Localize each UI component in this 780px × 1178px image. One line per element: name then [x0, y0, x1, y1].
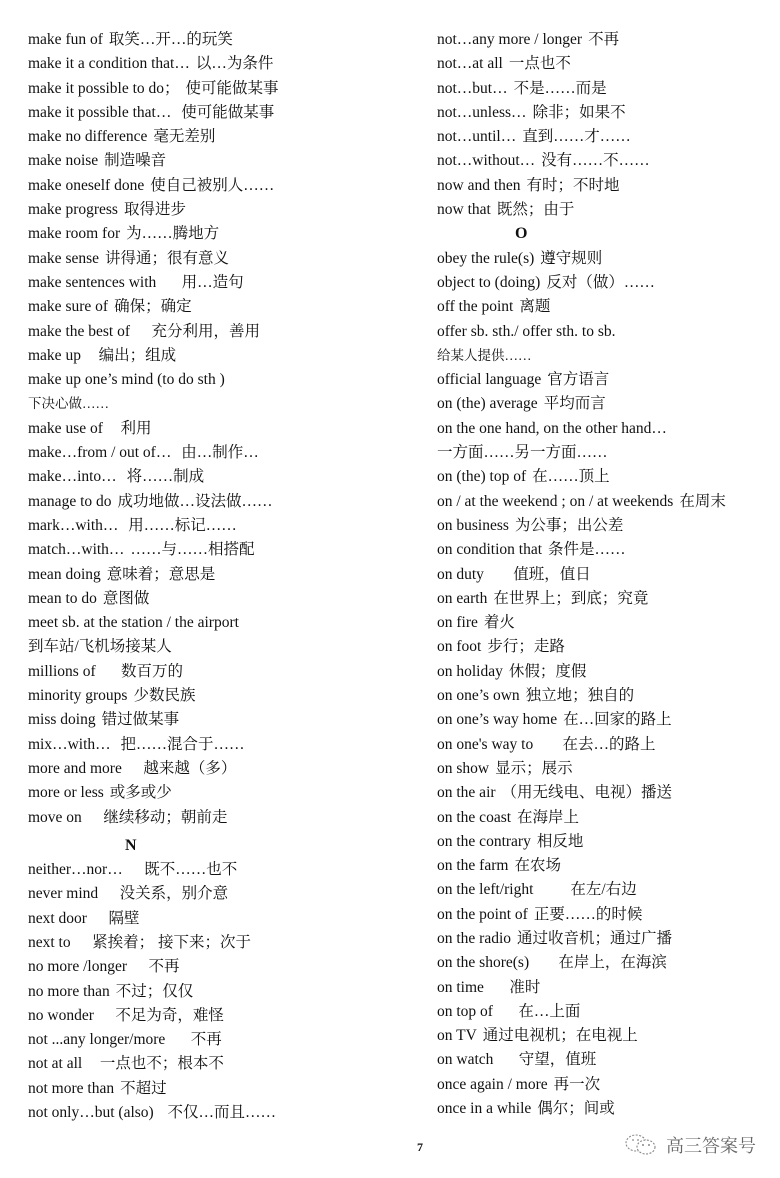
- phrase-entry: [28, 757, 418, 781]
- phrase-english: on show: [437, 759, 490, 777]
- phrase-chinese: 条件是……: [548, 541, 626, 559]
- phrase-entry: [437, 757, 780, 781]
- phrase-chinese: 数百万的: [101, 662, 183, 680]
- phrase-entry: [437, 441, 780, 465]
- phrase-entry: [437, 781, 780, 805]
- phrase-entry: [28, 781, 418, 805]
- phrase-chinese: 守望，值班: [499, 1051, 597, 1069]
- phrase-chinese: 编出；组成: [86, 346, 177, 364]
- phrase-english: more and more: [28, 759, 122, 777]
- phrase-english: not…but…: [437, 79, 508, 97]
- phrase-entry: [28, 1077, 418, 1101]
- phrase-english: not at all: [28, 1055, 83, 1073]
- phrase-entry: [28, 101, 418, 125]
- phrase-entry: [28, 538, 418, 562]
- phrase-chinese: 有时；不时地: [526, 176, 620, 194]
- phrase-english: on watch: [437, 1051, 494, 1069]
- phrase-entry: [28, 77, 418, 101]
- phrase-entry: [28, 417, 418, 441]
- phrase-chinese: 在…上面: [498, 1002, 581, 1020]
- phrase-chinese: 到车站/飞机场接某人: [28, 638, 172, 656]
- phrase-english: now and then: [437, 176, 521, 194]
- phrase-entry: [28, 198, 418, 222]
- phrase-entry: [28, 441, 418, 465]
- phrase-entry: [28, 708, 418, 732]
- phrase-entry: [437, 1097, 780, 1121]
- phrase-chinese: 利用: [108, 419, 152, 437]
- phrase-english: on the point of: [437, 905, 528, 923]
- phrase-english: on the farm: [437, 857, 509, 875]
- phrase-entry: [28, 174, 418, 198]
- phrase-english: no more /longer: [28, 958, 128, 976]
- phrase-chinese: 既不……也不: [128, 861, 238, 879]
- phrase-chinese: 用……标记……: [124, 516, 237, 534]
- phrase-english: on fire: [437, 614, 478, 632]
- phrase-entry: [437, 733, 780, 757]
- phrase-english: not…without…: [437, 152, 536, 170]
- phrase-chinese: 休假；度假: [508, 662, 587, 680]
- phrase-entry: [437, 271, 780, 295]
- phrase-english: no wonder: [28, 1006, 94, 1024]
- phrase-english: on the air: [437, 784, 496, 802]
- phrase-entry: [28, 1052, 418, 1076]
- phrase-english: on (the) top of: [437, 468, 527, 486]
- phrase-english: not…unless…: [437, 103, 527, 121]
- phrase-entry: [28, 931, 418, 955]
- phrase-chinese: 使可能做某事: [177, 103, 275, 121]
- phrase-english: off the point: [437, 298, 514, 316]
- phrase-entry: [437, 198, 780, 222]
- phrase-english: make noise: [28, 152, 99, 170]
- watermark-text: 高三答案号: [666, 1136, 756, 1157]
- phrase-entry: [28, 125, 418, 149]
- phrase-english: make…into…: [28, 468, 117, 486]
- phrase-chinese: 在农场: [514, 857, 561, 875]
- phrase-english: not…at all: [437, 55, 503, 73]
- phrase-chinese: 不再: [133, 958, 180, 976]
- phrase-entry: [437, 538, 780, 562]
- phrase-chinese: 一点也不；根本不: [88, 1055, 224, 1073]
- phrase-english: make it possible to do；: [28, 79, 180, 97]
- phrase-chinese: 偶尔；间或: [537, 1100, 615, 1118]
- phrase-english: next door: [28, 909, 87, 927]
- right-column: [437, 28, 780, 1121]
- phrase-entry: [437, 684, 780, 708]
- phrase-chinese: 遵守规则: [540, 249, 603, 267]
- phrase-english: once in a while: [437, 1100, 532, 1118]
- phrase-english: make sure of: [28, 298, 109, 316]
- phrase-entry: [437, 490, 780, 514]
- phrase-entry: [437, 174, 780, 198]
- phrase-chinese: 通过收音机；通过广播: [517, 929, 673, 947]
- phrase-chinese: 意图做: [102, 589, 150, 607]
- phrase-entry: [437, 149, 780, 173]
- phrase-english: on holiday: [437, 662, 503, 680]
- phrase-chinese: 在世界上；到底；究竟: [493, 589, 649, 607]
- phrase-english: not…until…: [437, 128, 517, 146]
- phrase-chinese: 通过电视机；在电视上: [482, 1027, 638, 1045]
- phrase-entry: [437, 635, 780, 659]
- phrase-entry: [28, 149, 418, 173]
- phrase-entry: [437, 320, 780, 344]
- phrase-english: make progress: [28, 201, 118, 219]
- phrase-english: on one’s own: [437, 687, 520, 705]
- phrase-chinese: 意味着；意思是: [106, 565, 216, 583]
- phrase-entry: [437, 563, 780, 587]
- phrase-english: miss doing: [28, 711, 96, 729]
- phrase-english: on foot: [437, 638, 482, 656]
- phrase-english: make oneself done: [28, 176, 145, 194]
- phrase-entry: [28, 320, 418, 344]
- phrase-entry: [437, 903, 780, 927]
- phrase-english: on the contrary: [437, 832, 531, 850]
- phrase-english: never mind: [28, 885, 99, 903]
- phrase-english: on TV: [437, 1027, 477, 1045]
- phrase-chinese: 不过；仅仅: [115, 982, 194, 1000]
- phrase-entry: [28, 907, 418, 931]
- phrase-chinese: 在…回家的路上: [563, 711, 672, 729]
- phrase-entry: [437, 1048, 780, 1072]
- phrase-entry: [28, 955, 418, 979]
- phrase-english: not…any more / longer: [437, 31, 583, 48]
- phrase-chinese: 取得进步: [123, 201, 186, 219]
- phrase-english: once again / more: [437, 1075, 548, 1093]
- phrase-entry: [28, 247, 418, 271]
- phrase-entry: [28, 733, 418, 757]
- phrase-chinese: 再一次: [553, 1075, 601, 1093]
- phrase-entry: [437, 976, 780, 1000]
- phrase-english: mix…with…: [28, 735, 111, 753]
- phrase-english: match…with…: [28, 541, 125, 559]
- phrase-chinese: 毫无差别: [153, 128, 216, 146]
- phrase-english: make the best of: [28, 322, 131, 340]
- phrase-entry: [437, 77, 780, 101]
- phrase-chinese: 以…为条件: [195, 55, 274, 73]
- phrase-chinese: 值班，值日: [489, 565, 591, 583]
- phrase-chinese: 不超过: [120, 1079, 167, 1097]
- phrase-chinese: 步行；走路: [487, 638, 565, 656]
- phrase-entry: [28, 52, 418, 76]
- phrase-entry: [437, 927, 780, 951]
- phrase-english: next to: [28, 933, 71, 951]
- phrase-chinese: 由…制作…: [177, 444, 259, 462]
- phrase-english: official language: [437, 371, 542, 389]
- phrase-chinese: 错过做某事: [101, 711, 180, 729]
- phrase-entry: [28, 611, 418, 635]
- phrase-english: mean to do: [28, 589, 97, 607]
- phrase-chinese: 不再: [588, 31, 620, 48]
- phrase-english: make up: [28, 346, 81, 364]
- phrase-english: object to (doing): [437, 273, 541, 291]
- phrase-entry: [437, 295, 780, 319]
- phrase-entry: [437, 28, 780, 52]
- phrase-chinese: 将……制成: [122, 468, 205, 486]
- phrase-entry: [437, 368, 780, 392]
- phrase-entry: [437, 854, 780, 878]
- phrase-english: make sense: [28, 249, 100, 267]
- phrase-chinese: 成功地做…设法做……: [117, 492, 273, 510]
- phrase-entry: [28, 392, 418, 416]
- phrase-english: make it a condition that…: [28, 55, 190, 73]
- phrase-chinese: 离题: [519, 298, 551, 316]
- phrase-english: neither…nor…: [28, 861, 123, 879]
- phrase-entry: [28, 1028, 418, 1052]
- phrase-chinese: 继续移动；朝前走: [87, 808, 228, 826]
- phrase-english: on the shore(s): [437, 954, 530, 972]
- phrase-english: millions of: [28, 662, 96, 680]
- phrase-entry: [28, 1101, 418, 1125]
- phrase-chinese: 在左/右边: [539, 881, 637, 899]
- phrase-entry: [437, 830, 780, 854]
- phrase-entry: [437, 344, 780, 368]
- phrase-entry: [437, 951, 780, 975]
- phrase-entry: [28, 222, 418, 246]
- phrase-chinese: 把……混合于……: [116, 735, 245, 753]
- phrase-chinese: 使自己被别人……: [150, 176, 275, 194]
- phrase-english: not more than: [28, 1079, 115, 1097]
- phrase-chinese: （用无线电、电视）播送: [501, 784, 673, 802]
- phrase-entry: [437, 392, 780, 416]
- phrase-english: make fun of: [28, 31, 103, 48]
- phrase-entry: [28, 882, 418, 906]
- phrase-entry: [437, 660, 780, 684]
- phrase-entry: [437, 247, 780, 271]
- phrase-entry: [437, 417, 780, 441]
- phrase-entry: [28, 490, 418, 514]
- phrase-entry: [28, 980, 418, 1004]
- phrase-chinese: 少数民族: [133, 687, 196, 705]
- phrase-english: on the one hand, on the other hand…: [437, 419, 667, 437]
- phrase-english: on one's way to: [437, 735, 534, 753]
- phrase-chinese: 不足为奇，难怪: [99, 1006, 224, 1024]
- phrase-entry: [28, 587, 418, 611]
- phrase-entry: [28, 465, 418, 489]
- phrase-chinese: 直到……才……: [522, 128, 631, 146]
- phrase-entry: [28, 295, 418, 319]
- phrase-entry: [437, 514, 780, 538]
- phrase-chinese: 在海岸上: [517, 808, 580, 826]
- phrase-english: now that: [437, 201, 491, 219]
- phrase-english: on business: [437, 516, 509, 534]
- phrase-chinese: 或多或少: [109, 784, 172, 802]
- phrase-english: on time: [437, 978, 484, 996]
- phrase-entry: [28, 635, 418, 659]
- page-number: 7: [417, 1140, 423, 1154]
- phrase-chinese: 越来越（多）: [127, 759, 237, 777]
- phrase-entry: [437, 611, 780, 635]
- phrase-english: on / at the weekend ; on / at weekends: [437, 492, 674, 510]
- phrase-english: offer sb. sth./ offer sth. to sb.: [437, 322, 616, 340]
- phrase-chinese: 正要……的时候: [533, 905, 643, 923]
- left-column: [28, 28, 418, 1125]
- phrase-chinese: 官方语言: [547, 371, 610, 389]
- phrase-entry: [28, 271, 418, 295]
- phrase-chinese: 在去…的路上: [539, 735, 656, 753]
- phrase-chinese: 充分利用，善用: [136, 322, 261, 340]
- phrase-chinese: 紧挨着； 接下来；次于: [76, 933, 252, 951]
- phrase-chinese: 准时: [489, 978, 541, 996]
- phrase-english: not only…but (also): [28, 1104, 154, 1122]
- phrase-chinese: 确保；确定: [114, 298, 192, 316]
- phrase-entry: [28, 514, 418, 538]
- phrase-chinese: 着火: [483, 614, 515, 632]
- phrase-entry: [28, 368, 418, 392]
- phrase-english: on one’s way home: [437, 711, 558, 729]
- phrase-english: on (the) average: [437, 395, 538, 413]
- phrase-entry: [28, 344, 418, 368]
- phrase-english: make up one’s mind (to do sth ): [28, 371, 225, 389]
- phrase-entry: [437, 125, 780, 149]
- phrase-chinese: 一方面……另一方面……: [437, 444, 608, 462]
- phrase-chinese: 制造噪音: [104, 152, 167, 170]
- phrase-entry: [437, 101, 780, 125]
- phrase-chinese: 除非；如果不: [532, 103, 626, 121]
- phrase-chinese: 在……顶上: [532, 468, 610, 486]
- phrase-chinese: 取笑…开…的玩笑: [108, 31, 233, 48]
- phrase-entry: [28, 806, 418, 830]
- phrase-entry: [437, 708, 780, 732]
- phrase-english: on top of: [437, 1002, 493, 1020]
- phrase-chinese: 没有……不……: [541, 152, 650, 170]
- phrase-english: make no difference: [28, 128, 148, 146]
- phrase-english: move on: [28, 808, 82, 826]
- phrase-english: make it possible that…: [28, 103, 172, 121]
- phrase-entry: [28, 28, 418, 52]
- wechat-icon: [624, 1132, 658, 1158]
- phrase-chinese: 不再: [171, 1031, 222, 1049]
- phrase-english: make use of: [28, 419, 103, 437]
- phrase-english: not ...any longer/more: [28, 1031, 166, 1049]
- phrase-chinese: 反对（做）……: [546, 273, 655, 291]
- phrase-chinese: 不仅…而且……: [159, 1104, 276, 1122]
- phrase-english: make room for: [28, 225, 121, 243]
- phrase-entry: [437, 878, 780, 902]
- phrase-english: on earth: [437, 589, 488, 607]
- phrase-english: on the coast: [437, 808, 512, 826]
- phrase-chinese: 不是……而是: [513, 79, 607, 97]
- phrase-english: obey the rule(s): [437, 249, 535, 267]
- section-heading: O: [515, 225, 528, 243]
- phrase-chinese: 没关系，别介意: [104, 885, 229, 903]
- phrase-english: more or less: [28, 784, 104, 802]
- phrase-chinese: 一点也不: [508, 55, 571, 73]
- phrase-entry: [28, 684, 418, 708]
- phrase-chinese: ……与……相搭配: [130, 541, 255, 559]
- phrase-english: meet sb. at the station / the airport: [28, 614, 239, 632]
- phrase-entry: [437, 1000, 780, 1024]
- phrase-entry: [437, 806, 780, 830]
- phrase-english: minority groups: [28, 687, 128, 705]
- phrase-english: no more than: [28, 982, 110, 1000]
- phrase-english: on the radio: [437, 929, 512, 947]
- phrase-chinese: 下决心做……: [28, 396, 109, 412]
- phrase-chinese: 讲得通；很有意义: [105, 249, 230, 267]
- phrase-entry: [437, 587, 780, 611]
- phrase-chinese: 在岸上，在海滨: [535, 954, 667, 972]
- phrase-chinese: 既然；由于: [496, 201, 575, 219]
- phrase-entry: [437, 1024, 780, 1048]
- phrase-english: on the left/right: [437, 881, 534, 899]
- phrase-chinese: 在周末: [679, 492, 726, 510]
- phrase-chinese: 相反地: [536, 832, 584, 850]
- phrase-chinese: 隔壁: [92, 909, 140, 927]
- phrase-english: manage to do: [28, 492, 112, 510]
- phrase-chinese: 用…造句: [162, 273, 244, 291]
- phrase-entry: [28, 1004, 418, 1028]
- phrase-chinese: 显示；展示: [495, 759, 573, 777]
- phrase-chinese: 为……腾地方: [126, 225, 220, 243]
- section-heading: N: [125, 836, 137, 854]
- phrase-entry: [437, 465, 780, 489]
- phrase-entry: [437, 52, 780, 76]
- phrase-chinese: 给某人提供……: [437, 347, 532, 363]
- phrase-entry: [28, 660, 418, 684]
- watermark: [624, 1131, 756, 1159]
- phrase-english: on condition that: [437, 541, 543, 559]
- phrase-chinese: 独立地；独自的: [525, 687, 635, 705]
- phrase-english: make…from / out of…: [28, 444, 172, 462]
- phrase-chinese: 为公事；出公差: [514, 516, 624, 534]
- phrase-entry: [437, 1073, 780, 1097]
- phrase-english: make sentences with: [28, 273, 157, 291]
- phrase-english: mark…with…: [28, 516, 119, 534]
- phrase-entry: [28, 563, 418, 587]
- phrase-english: on duty: [437, 565, 484, 583]
- phrase-english: mean doing: [28, 565, 101, 583]
- phrase-entry: [28, 858, 418, 882]
- phrase-chinese: 平均而言: [543, 395, 606, 413]
- phrase-chinese: 使可能做某事: [185, 79, 279, 97]
